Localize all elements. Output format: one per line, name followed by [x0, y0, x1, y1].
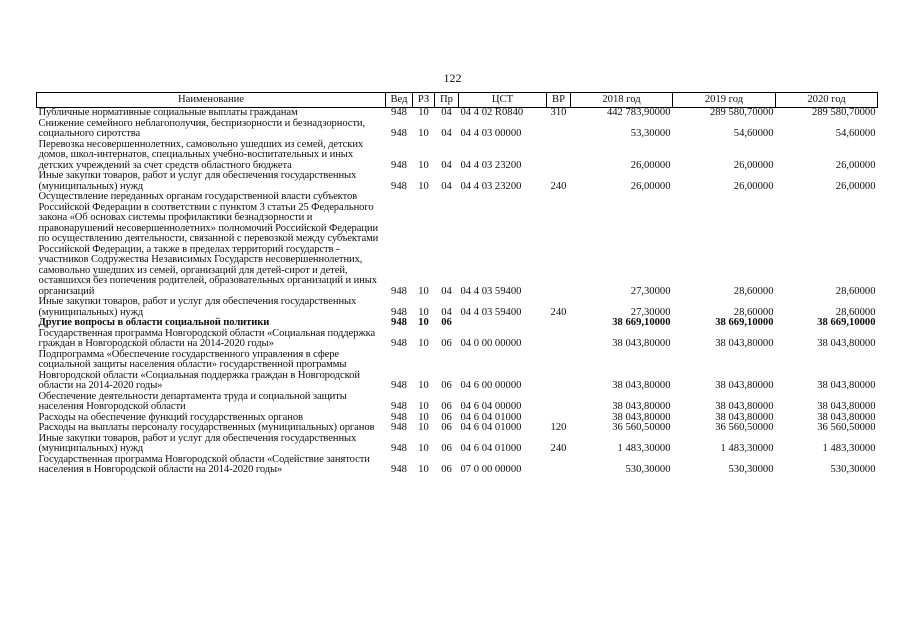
row-cst: 04 6 04 01000 — [460, 443, 522, 454]
row-pr: 04 — [441, 306, 452, 318]
row-pr: 06 — [441, 317, 452, 328]
row-amount-2019: 1 483,30000 — [720, 443, 774, 454]
row-rz: 10 — [418, 306, 429, 318]
row-vr — [547, 318, 571, 329]
row-pr: 06 — [441, 338, 452, 349]
header-2018: 2018 год — [571, 93, 673, 108]
row-amount-2018: 27,30000 — [630, 306, 671, 318]
header-pr: Пр — [435, 93, 459, 108]
row-amount-2020: 26,00000 — [835, 180, 876, 192]
row-pr: 04 — [441, 159, 452, 171]
row-ved: 948 — [391, 306, 407, 318]
table-row — [37, 108, 878, 119]
header-rz: РЗ — [413, 93, 435, 108]
row-pr: 04 — [441, 107, 452, 118]
row-pr: 06 — [441, 401, 452, 412]
row-name: Публичные нормативные социальные выплаты гражданам — [38, 107, 298, 118]
row-amount-2019: 530,30000 — [728, 464, 774, 475]
row-amount-2020: 38 043,80000 — [817, 411, 876, 423]
row-cst — [459, 318, 547, 329]
row-rz: 10 — [418, 128, 429, 139]
page-number: 122 — [443, 71, 462, 85]
row-pr: 04 — [441, 128, 452, 139]
row-pr: 06 — [441, 380, 452, 391]
row-amount-2019: 38 043,80000 — [715, 411, 774, 423]
row-amount-2019: 26,00000 — [733, 159, 774, 171]
row-rz: 10 — [418, 107, 429, 118]
row-ved: 948 — [391, 180, 407, 192]
row-ved: 948 — [391, 128, 407, 139]
row-vr — [547, 392, 571, 413]
row-amount-2020: 38 043,80000 — [817, 380, 876, 391]
table-row — [37, 329, 878, 350]
row-cst: 04 0 00 00000 — [460, 338, 522, 349]
header-ved: Вед — [386, 93, 413, 108]
row-amount-2018: 38 043,80000 — [612, 338, 671, 349]
row-vr: 310 — [550, 107, 567, 118]
row-name: Подпрограмма «Обеспечение государственного управления в сфере социальной защиты населения области» государственной программы Новгородской области «Социальная поддержка граждан в Новгородской области на 2014-2020 годы» — [38, 348, 360, 391]
row-cst: 04 6 04 01000 — [460, 422, 522, 433]
header-2019: 2019 год — [673, 93, 776, 108]
row-cst: 04 4 03 59400 — [460, 285, 522, 297]
row-rz: 10 — [418, 464, 429, 475]
table-row — [37, 423, 878, 434]
row-amount-2018: 26,00000 — [630, 180, 671, 192]
row-vr — [547, 192, 571, 297]
header-2020: 2020 год — [776, 93, 878, 108]
row-amount-2020: 26,00000 — [835, 159, 876, 171]
row-ved: 948 — [391, 411, 407, 423]
row-amount-2020: 28,60000 — [835, 306, 876, 318]
row-ved: 948 — [391, 380, 407, 391]
row-ved: 948 — [391, 401, 407, 412]
row-name: Государственная программа Новгородской области «Содействие занятости населения в Новгородской области на 2014-2020 годы» — [38, 453, 370, 475]
row-rz: 10 — [418, 443, 429, 454]
row-name: Другие вопросы в области социальной политики — [38, 317, 270, 328]
row-cst: 04 4 03 23200 — [460, 180, 522, 192]
row-ved: 948 — [391, 159, 407, 171]
row-ved: 948 — [391, 285, 407, 297]
row-pr: 04 — [441, 180, 452, 192]
row-ved: 948 — [391, 338, 407, 349]
table-row — [37, 140, 878, 172]
row-ved: 948 — [391, 317, 407, 328]
table-row — [37, 455, 878, 476]
row-amount-2020: 36 560,50000 — [817, 422, 876, 433]
row-vr — [547, 119, 571, 140]
table-row — [37, 392, 878, 413]
row-rz: 10 — [418, 422, 429, 433]
row-amount-2019: 26,00000 — [733, 180, 774, 192]
header-vr: ВР — [547, 93, 571, 108]
row-ved: 948 — [391, 422, 407, 433]
row-rz: 10 — [418, 338, 429, 349]
row-pr: 04 — [441, 285, 452, 297]
row-pr: 06 — [441, 422, 452, 433]
row-name: Перевозка несовершеннолетних, самовольно ушедших из семей, детских домов, школ-интернатов, специальных учебно-воспитательных и иных детских учреждений за счет средств областного бюджета — [38, 138, 364, 171]
row-amount-2020: 530,30000 — [830, 464, 876, 475]
row-amount-2020: 1 483,30000 — [822, 443, 876, 454]
row-amount-2018: 38 043,80000 — [612, 380, 671, 391]
row-name: Иные закупки товаров, работ и услуг для обеспечения государственных (муниципальных) нужд — [38, 296, 357, 318]
row-pr: 06 — [441, 464, 452, 475]
row-amount-2019: 54,60000 — [733, 128, 774, 139]
row-cst: 07 0 00 00000 — [460, 464, 522, 475]
budget-table — [36, 92, 878, 476]
table-row — [37, 434, 878, 455]
row-pr: 06 — [441, 411, 452, 423]
row-amount-2020: 28,60000 — [835, 285, 876, 297]
row-amount-2020: 54,60000 — [835, 128, 876, 139]
row-amount-2018: 442 783,90000 — [606, 107, 671, 118]
row-amount-2019: 38 043,80000 — [715, 401, 774, 412]
row-ved: 948 — [391, 107, 407, 118]
row-amount-2020: 38 043,80000 — [817, 338, 876, 349]
table-row — [37, 192, 878, 297]
row-vr — [547, 350, 571, 392]
row-ved: 948 — [391, 443, 407, 454]
row-amount-2018: 26,00000 — [630, 159, 671, 171]
header-cst: ЦСТ — [459, 93, 547, 108]
row-cst: 04 6 04 00000 — [460, 401, 522, 412]
table-row — [37, 119, 878, 140]
row-amount-2020: 38 043,80000 — [817, 401, 876, 412]
row-amount-2018: 38 669,10000 — [612, 317, 671, 328]
row-name: Осуществление переданных органам государственной власти субъектов Российской Федерации в соответствии с пунктом 3 статьи 25 Федерального закона «Об основах системы профилактики безнадзорности и правонарушений несовершеннолетних» полномочий Российской Федерации по осуществлению деятельности, связанной с перевозкой между субъектами Российской Федерации, а также в пределах территорий государств - участников Содружества Независимых Государств несовершеннолетних, самовольно ушедших из семей, организаций для детей-сирот и детей, оставшихся без попечения родителей, образовательных организаций и иных организаций — [38, 191, 379, 297]
row-rz: 10 — [418, 401, 429, 412]
row-cst: 04 4 03 59400 — [460, 306, 522, 318]
row-vr: 240 — [550, 180, 567, 192]
row-amount-2019: 28,60000 — [733, 285, 774, 297]
row-pr: 06 — [441, 443, 452, 454]
row-rz: 10 — [418, 411, 429, 423]
row-amount-2019: 38 043,80000 — [715, 380, 774, 391]
table-row — [37, 318, 878, 329]
row-amount-2019: 36 560,50000 — [715, 422, 774, 433]
row-name: Расходы на выплаты персоналу государственных (муниципальных) органов — [38, 422, 375, 433]
row-name: Иные закупки товаров, работ и услуг для обеспечения государственных (муниципальных) нужд — [38, 170, 357, 192]
row-name: Расходы на обеспечение функций государственных органов — [38, 411, 303, 423]
row-cst: 04 4 03 23200 — [460, 159, 522, 171]
table-row — [37, 171, 878, 192]
row-vr — [547, 455, 571, 476]
row-amount-2020: 38 669,10000 — [817, 317, 876, 328]
table-row — [37, 297, 878, 318]
row-rz: 10 — [418, 285, 429, 297]
table-header-row — [37, 93, 878, 108]
row-amount-2019: 38 043,80000 — [715, 338, 774, 349]
row-vr — [547, 329, 571, 350]
row-amount-2018: 38 043,80000 — [612, 401, 671, 412]
row-amount-2019: 38 669,10000 — [715, 317, 774, 328]
row-name: Снижение семейного неблагополучия, беспризорности и безнадзорности, социального сиротства — [38, 117, 366, 139]
header-name: Наименование — [37, 93, 386, 108]
row-rz: 10 — [418, 159, 429, 171]
row-amount-2018: 38 043,80000 — [612, 411, 671, 423]
row-rz: 10 — [418, 380, 429, 391]
row-name: Государственная программа Новгородской области «Социальная поддержка граждан в Новгородской области на 2014-2020 годы» — [38, 327, 376, 349]
row-vr: 240 — [550, 306, 567, 318]
row-amount-2018: 1 483,30000 — [617, 443, 671, 454]
row-vr: 240 — [550, 443, 567, 454]
row-cst: 04 6 00 00000 — [460, 380, 522, 391]
row-cst: 04 4 03 00000 — [460, 128, 522, 139]
row-ved: 948 — [391, 464, 407, 475]
row-amount-2018: 53,30000 — [630, 128, 671, 139]
row-vr: 120 — [550, 422, 567, 433]
row-cst: 04 4 02 R0840 — [460, 107, 524, 118]
row-rz: 10 — [418, 317, 429, 328]
row-amount-2018: 27,30000 — [630, 285, 671, 297]
row-amount-2018: 530,30000 — [625, 464, 671, 475]
row-name: Иные закупки товаров, работ и услуг для обеспечения государственных (муниципальных) нужд — [38, 432, 357, 454]
row-rz: 10 — [418, 180, 429, 192]
row-amount-2020: 289 580,70000 — [811, 107, 876, 118]
row-amount-2019: 289 580,70000 — [709, 107, 774, 118]
table-row — [37, 350, 878, 392]
row-name: Обеспечение деятельности департамента труда и социальной защиты населения Новгородской области — [38, 390, 347, 412]
row-amount-2019: 28,60000 — [733, 306, 774, 318]
row-cst: 04 6 04 01000 — [460, 411, 522, 423]
row-vr — [547, 140, 571, 172]
row-amount-2018: 36 560,50000 — [612, 422, 671, 433]
